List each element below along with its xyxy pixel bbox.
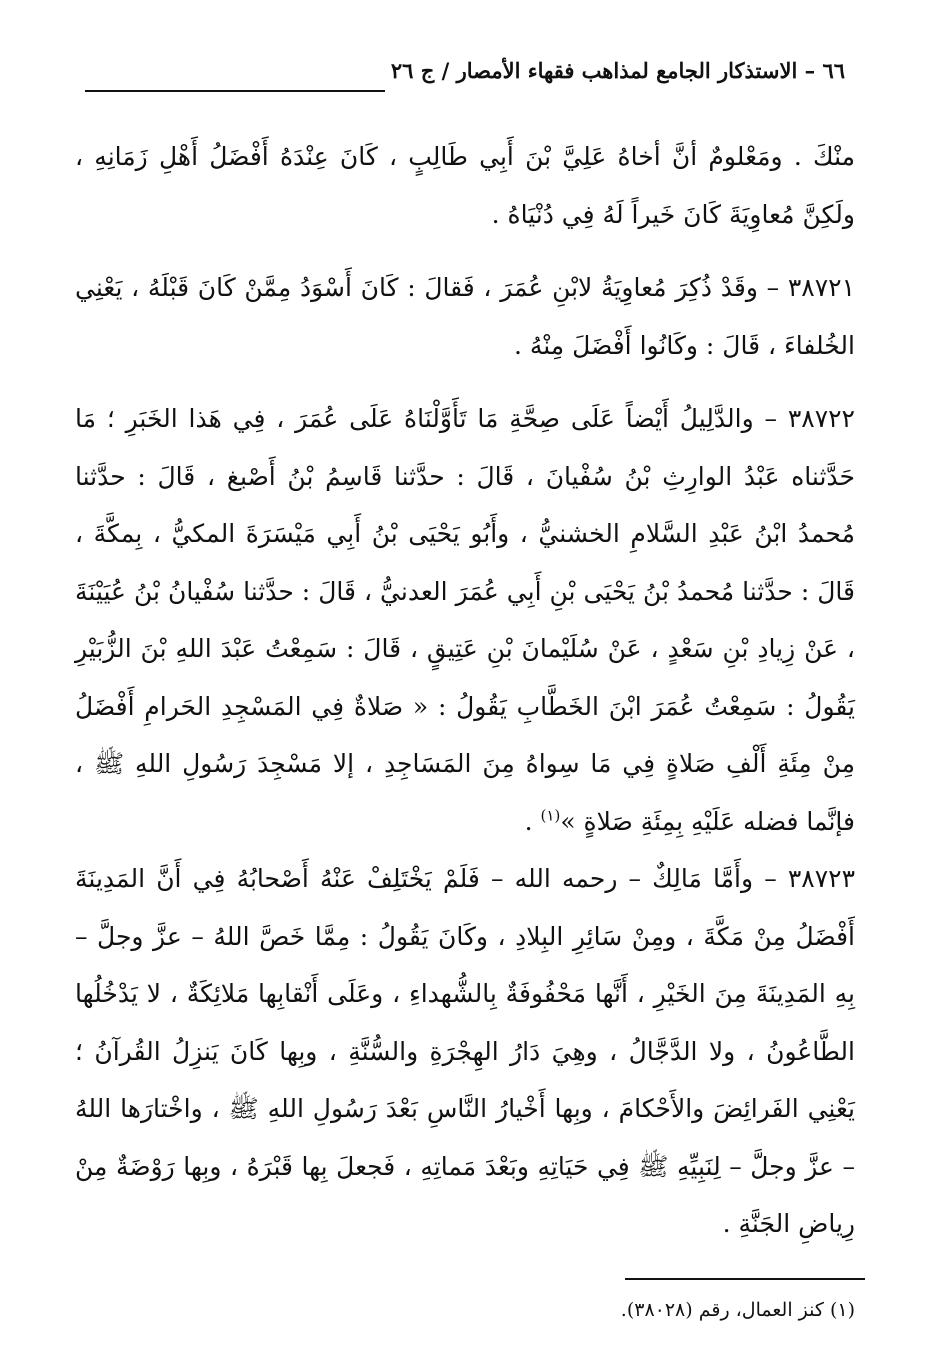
number-dash: – [753, 864, 777, 893]
paragraph-number: ٣٨٧٢٣ [787, 864, 855, 893]
paragraph-number: ٣٨٧٢١ [787, 273, 855, 302]
paragraph-number: ٣٨٧٢٢ [787, 404, 855, 433]
paragraph-38722 [75, 390, 855, 850]
paragraph-continuation [75, 128, 855, 243]
number-dash: – [753, 404, 777, 433]
paragraph-text: منْكَ . ومَعْلومٌ أنَّ أخاهُ عَلِيَّ بْنَ أَبِي طَالِبٍ ، كَانَ عِنْدَهُ أَفْضَلُ أَهْلِ زَمَانِهِ ، ولَكِنَّ مُعاوِيَةَ كَانَ خَيراً لَهُ فِي دُنْيَاهُ . [75, 142, 855, 229]
footnote-reference[interactable]: (١) [540, 806, 561, 825]
paragraph-end: . [524, 806, 541, 836]
number-dash: – [757, 273, 780, 302]
header-rule [85, 90, 385, 92]
paragraph-text: وأَمَّا مَالِكٌ – رحمه الله – فَلَمْ يَخْتَلِفْ عَنْهُ أَصْحابُهُ فِي أَنَّ المَدِينَةَ أَفْضَلُ مِنْ مَكَّةَ ، ومِنْ سَائِرِ البِلادِ ، وكَانَ يَقُولُ : مِمَّا خَصَّ اللهُ – عزَّ وجلَّ – بِهِ المَدِينَةَ مِنَ الخَيْرِ ، أَنَّها مَحْفُوفَةٌ بِالشُّهداءِ ، وعَلَى أَنْقابِها مَلائِكَةٌ ، لا يَدْخُلُها الطَّاعُونُ ، ولا الدَّجَّالُ ، وهِيَ دَارُ الهِجْرَةِ والسُّنَّةِ ، وبِها كَانَ يَنزِلُ القُرآنُ ؛ يَعْنِي الفَرائِضَ والأَحْكامَ ، وبِها أَخْيارُ النَّاسِ بَعْدَ رَسُولِ اللهِ ﷺ ، واخْتارَها اللهُ – عزَّ وجلَّ – لِنَبِيِّهِ ﷺ فِي حَيَاتِهِ وبَعْدَ مَماتِهِ ، فَجعلَ بِها قَبْرَهُ ، وبِها رَوْضَةٌ مِنْ رِياضِ الجَنَّةِ . [75, 864, 855, 1238]
main-text [75, 128, 855, 1253]
paragraph-38721 [75, 259, 855, 374]
paragraph-text: والدَّلِيلُ أَيْضاً عَلَى صِحَّةِ مَا تَأَوَّلْنَاهُ عَلَى عُمَرَ ، فِي هَذا الخَبَرِ ؛ مَا حَدَّثناه عَبْدُ الوارِثِ بْنُ سُفْيانَ ، قَالَ : حدَّثنا قَاسِمُ بْنُ أَصْبغ ، قَالَ : حدَّثنا مُحمدُ ابْنُ عَبْدِ السَّلامِ الخشنيُّ ، وأَبُو يَحْيَى بْنُ أَبِي مَيْسَرَةَ المكيُّ ، بِمكَّةَ ، قَالَ : حدَّثنا مُحمدُ بْنُ يَحْيَى بْنِ أَبِي عُمَرَ العدنيُّ ، قَالَ : حدَّثنا سُفْيانُ بْنُ عُيَيْنَةَ ، عَنْ زِيادِ بْنِ سَعْدٍ ، عَنْ سُلَيْمانَ بْنِ عَتِيقٍ ، قَالَ : سَمِعْتُ عَبْدَ اللهِ بْنَ الزُّبَيْرِ يَقُولُ : سَمِعْتُ عُمَرَ ابْنَ الخَطَّابِ يَقُولُ : « صَلاةٌ فِي المَسْجِدِ الحَرامِ أَفْضَلُ مِنْ مِئَةِ أَلْفِ صَلاةٍ فِي مَا سِواهُ مِنَ المَسَاجِدِ ، إلا مَسْجِدَ رَسُولِ اللهِ ﷺ ، فإنَّما فضله عَلَيْهِ بِمِئَةِ صَلاةٍ » [75, 404, 855, 836]
page-header [85, 58, 845, 98]
footnote [75, 1295, 855, 1325]
footnote-separator [625, 1278, 865, 1280]
paragraph-38723 [75, 850, 855, 1253]
footnote-text: (١) كنز العمال، رقم (٣٨٠٢٨). [620, 1299, 855, 1321]
running-header-title: ٦٦ – الاستذكار الجامع لمذاهب فقهاء الأمصار / ج ٢٦ [390, 58, 845, 83]
paragraph-text: وقَدْ ذُكِرَ مُعاوِيَةُ لابْنِ عُمَرَ ، فَقالَ : كَانَ أَسْوَدُ مِمَّنْ كَانَ قَبْلَهُ ، يَعْنِي الخُلفاءَ ، قَالَ : وكَانُوا أَفْضَلَ مِنْهُ . [75, 273, 855, 360]
